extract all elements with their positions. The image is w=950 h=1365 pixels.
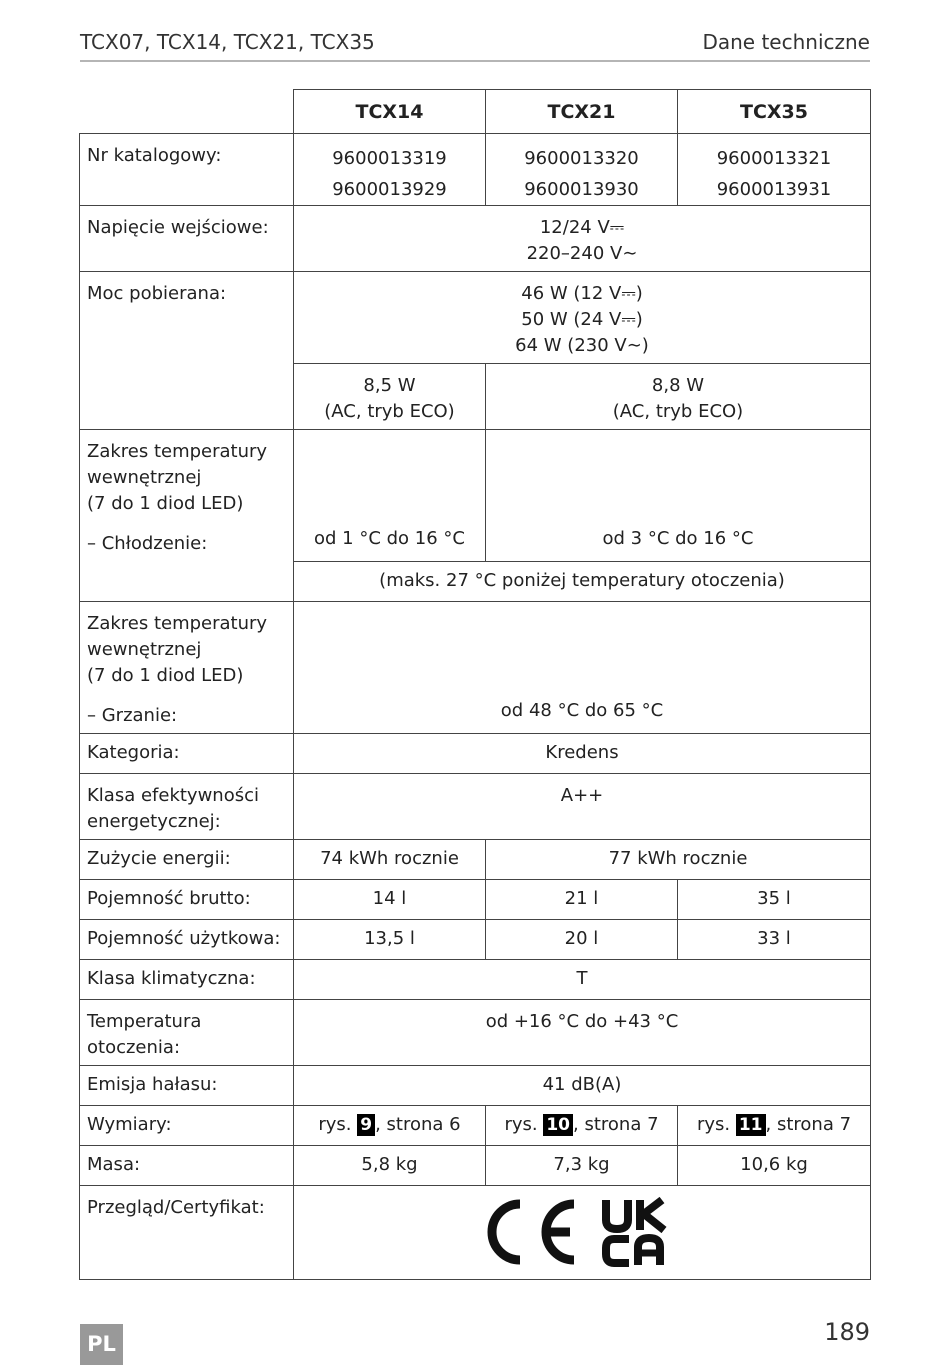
eco-mode: (AC, tryb ECO)	[324, 401, 455, 422]
row-label: Pojemność brutto:	[80, 880, 294, 920]
figure-prefix: rys.	[318, 1114, 352, 1135]
energy-class-value: A++	[294, 774, 871, 840]
header-section-title: Dane techniczne	[702, 30, 870, 54]
energy-use-tcx21-35: 77 kWh rocznie	[486, 840, 871, 880]
voltage-dc: 12/24 V⎓	[539, 217, 625, 238]
cooling-tcx21-35: od 3 °C do 16 °C	[486, 430, 871, 562]
figure-number-badge: 9	[357, 1114, 375, 1136]
label-spacer	[87, 517, 286, 531]
eco-power: 8,8 W	[651, 375, 705, 396]
power-line: 64 W (230 V∼)	[515, 335, 649, 356]
label-line: energetycznej:	[87, 811, 221, 832]
catalog-number: 9600013930	[524, 179, 639, 200]
column-header-tcx14: TCX14	[294, 90, 486, 134]
page-number: 189	[824, 1318, 870, 1346]
column-header-tcx21: TCX21	[486, 90, 678, 134]
table-row-heating	[80, 602, 871, 734]
figure-prefix: rys.	[504, 1114, 538, 1135]
figure-page: , strona 6	[375, 1114, 461, 1135]
row-label: Nr katalogowy:	[80, 134, 294, 206]
table-row-usable-volume	[80, 920, 871, 960]
voltage-value	[294, 206, 871, 272]
noise-value: 41 dB(A)	[294, 1066, 871, 1106]
catalog-number: 9600013929	[332, 179, 447, 200]
label-line: otoczenia:	[87, 1037, 181, 1058]
eco-mode: (AC, tryb ECO)	[612, 401, 744, 422]
catalog-number: 9600013931	[716, 179, 832, 200]
language-badge: PL	[80, 1324, 123, 1365]
figure-page: , strona 7	[573, 1114, 659, 1135]
header-divider	[80, 60, 870, 62]
row-label	[80, 1000, 294, 1066]
cooling-note: (maks. 27 °C poniżej temperatury otoczenia)	[294, 562, 871, 602]
row-label: Moc pobierana:	[80, 272, 294, 430]
dimensions-tcx35	[678, 1106, 871, 1146]
row-label: Klasa klimatyczna:	[80, 960, 294, 1000]
figure-number-badge: 10	[543, 1114, 573, 1136]
table-row-noise	[80, 1066, 871, 1106]
figure-page: , strona 7	[765, 1114, 852, 1135]
label-line: (7 do 1 diod LED)	[87, 665, 244, 686]
catalog-number: 9600013319	[332, 148, 447, 169]
dimensions-tcx21	[486, 1106, 678, 1146]
heating-value: od 48 °C do 65 °C	[294, 602, 871, 734]
catalog-tcx35	[678, 134, 871, 206]
figure-prefix: rys.	[696, 1114, 731, 1135]
table-row-ambient	[80, 1000, 871, 1066]
row-label: Emisja hałasu:	[80, 1066, 294, 1106]
table-row-climate-class	[80, 960, 871, 1000]
mass-tcx14: 5,8 kg	[294, 1146, 486, 1186]
catalog-number: 9600013320	[524, 148, 639, 169]
power-line: 50 W (24 V⎓)	[521, 309, 643, 330]
row-label: Zużycie energii:	[80, 840, 294, 880]
row-sublabel: – Grzanie:	[87, 705, 178, 726]
power-eco-tcx14	[294, 364, 486, 430]
label-line: Klasa efektywności	[87, 785, 260, 806]
header-blank-cell	[80, 90, 294, 134]
power-line: 46 W (12 V⎓)	[521, 283, 643, 304]
label-line: Temperatura	[87, 1011, 202, 1032]
table-header-row	[80, 90, 871, 134]
technical-data-table	[79, 89, 871, 1280]
climate-class-value: T	[294, 960, 871, 1000]
label-spacer	[87, 689, 286, 703]
voltage-ac: 220–240 V∼	[526, 243, 638, 264]
cooling-tcx14: od 1 °C do 16 °C	[294, 430, 486, 562]
row-label: Masa:	[80, 1146, 294, 1186]
label-line: wewnętrznej	[87, 639, 202, 660]
catalog-number: 9600013321	[716, 148, 832, 169]
ambient-value: od +16 °C do +43 °C	[294, 1000, 871, 1066]
label-line: Zakres temperatury	[87, 441, 268, 462]
usable-volume-tcx14: 13,5 l	[294, 920, 486, 960]
table-row-dimensions	[80, 1106, 871, 1146]
catalog-tcx14	[294, 134, 486, 206]
mass-tcx21: 7,3 kg	[486, 1146, 678, 1186]
row-label: Napięcie wejściowe:	[80, 206, 294, 272]
table-row-energy-class	[80, 774, 871, 840]
row-label: Kategoria:	[80, 734, 294, 774]
row-label: Przegląd/Certyfikat:	[80, 1186, 294, 1280]
energy-use-tcx14: 74 kWh rocznie	[294, 840, 486, 880]
table-row-catalog	[80, 134, 871, 206]
row-label: Wymiary:	[80, 1106, 294, 1146]
label-line: wewnętrznej	[87, 467, 202, 488]
dimensions-tcx14	[294, 1106, 486, 1146]
catalog-tcx21	[486, 134, 678, 206]
mass-tcx35: 10,6 kg	[678, 1146, 871, 1186]
certificate-marks	[294, 1186, 871, 1280]
label-line: Zakres temperatury	[87, 613, 268, 634]
header-product-models: TCX07, TCX14, TCX21, TCX35	[80, 30, 375, 54]
table-row-category	[80, 734, 871, 774]
table-row-certificate	[80, 1186, 871, 1280]
row-label: Pojemność użytkowa:	[80, 920, 294, 960]
table-row-voltage	[80, 206, 871, 272]
gross-volume-tcx14: 14 l	[294, 880, 486, 920]
table-row-power	[80, 272, 871, 364]
label-line: (7 do 1 diod LED)	[87, 493, 244, 514]
row-label	[80, 774, 294, 840]
gross-volume-tcx35: 35 l	[678, 880, 871, 920]
power-value	[294, 272, 871, 364]
table-row-energy-use	[80, 840, 871, 880]
certificate-logos	[294, 1186, 870, 1268]
gross-volume-tcx21: 21 l	[486, 880, 678, 920]
table-row-cooling	[80, 430, 871, 562]
category-value: Kredens	[294, 734, 871, 774]
row-sublabel: – Chłodzenie:	[87, 533, 208, 554]
figure-number-badge: 11	[736, 1114, 766, 1136]
usable-volume-tcx35: 33 l	[678, 920, 871, 960]
ce-ukca-mark-icon	[482, 1196, 682, 1268]
column-header-tcx35: TCX35	[678, 90, 871, 134]
eco-power: 8,5 W	[363, 375, 416, 396]
power-eco-tcx21-35	[486, 364, 871, 430]
usable-volume-tcx21: 20 l	[486, 920, 678, 960]
table-row-mass	[80, 1146, 871, 1186]
row-label	[80, 602, 294, 734]
row-label	[80, 430, 294, 602]
table-row-gross-volume	[80, 880, 871, 920]
